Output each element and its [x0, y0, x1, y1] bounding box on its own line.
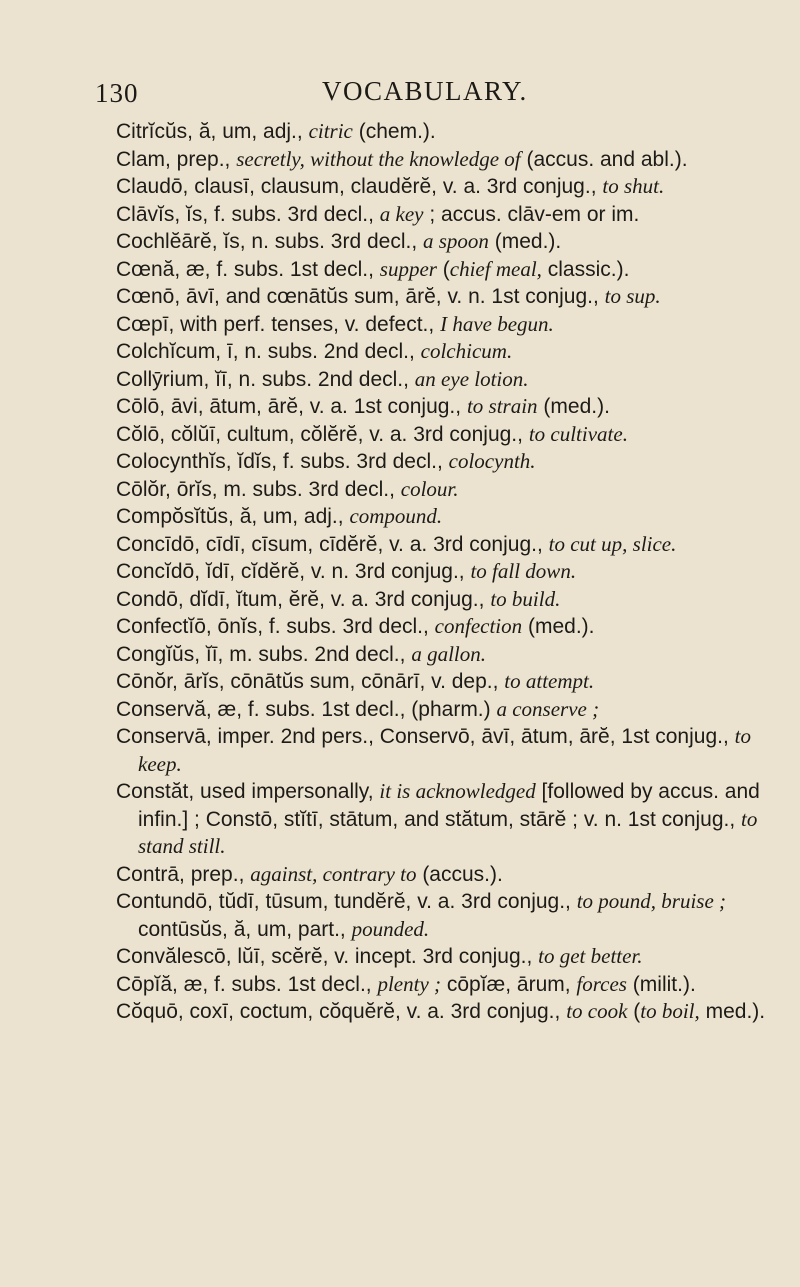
- vocabulary-entry: [116, 943, 788, 971]
- vocabulary-entry: [116, 311, 788, 339]
- entry-note: cōpĭæ, ārum,: [441, 972, 577, 996]
- vocabulary-entry: [116, 338, 788, 366]
- entry-meaning: to build.: [490, 586, 561, 611]
- entry-headword: Cōlō, āvi, ātum, ārĕ, v. a. 1st conjug.,: [116, 395, 467, 418]
- entry-headword: Claudō, clausī, clausum, claudĕrĕ, v. a. 3rd conjug.,: [116, 175, 603, 198]
- entry-headword: Cœpī, with perf. tenses, v. defect.,: [116, 312, 441, 336]
- entry-meaning: forces: [576, 971, 627, 996]
- entry-note: (: [436, 257, 450, 281]
- vocabulary-entry: [116, 118, 788, 146]
- vocabulary-entry: [116, 723, 788, 778]
- vocabulary-entry: [116, 228, 788, 256]
- vocabulary-entry: [116, 531, 788, 559]
- page-number: 130: [95, 78, 139, 108]
- entry-meaning: supper: [379, 256, 437, 281]
- entry-meaning: a spoon: [422, 229, 489, 253]
- entry-meaning: to shut.: [602, 174, 665, 198]
- entry-meaning: to cultivate.: [528, 421, 628, 446]
- vocabulary-entry: [116, 173, 788, 201]
- entry-headword: Conservā, imper. 2nd pers., Conservō, āvī, ātum, ārĕ, 1st conjug.,: [116, 725, 735, 748]
- vocabulary-entry: [116, 366, 788, 394]
- entry-note: (accus. and abl.).: [520, 147, 688, 171]
- entry-meaning: colocynth.: [448, 449, 536, 473]
- entry-headword: Collȳrium, ĭī, n. subs. 2nd decl.,: [116, 367, 415, 391]
- vocabulary-list: [116, 118, 788, 1026]
- entry-headword: Constăt, used impersonally,: [116, 780, 380, 803]
- entry-meaning: colour.: [400, 476, 459, 501]
- entry-note: (accus.).: [416, 862, 503, 886]
- vocabulary-entry: [116, 586, 788, 614]
- vocabulary-entry: [116, 283, 788, 311]
- entry-headword: Clam, prep.,: [116, 147, 237, 171]
- entry-headword: Concīdō, cīdī, cīsum, cīdĕrĕ, v. a. 3rd conjug.,: [116, 532, 549, 556]
- vocabulary-entry: [116, 146, 788, 174]
- entry-headword: Citrĭcŭs, ă, um, adj.,: [116, 120, 309, 143]
- entry-meaning: to keep.: [138, 724, 751, 776]
- entry-note: (med.).: [522, 615, 595, 638]
- vocabulary-entry: [116, 696, 788, 724]
- entry-note: med.).: [699, 1000, 766, 1023]
- entry-headword: Cōpĭă, æ, f. subs. 1st decl.,: [116, 972, 378, 996]
- entry-headword: Cŏlō, cŏlŭī, cultum, cŏlĕrĕ, v. a. 3rd conjug.,: [116, 422, 529, 446]
- entry-headword: Convălescō, lŭī, scĕrĕ, v. incept. 3rd conjug.,: [116, 945, 539, 968]
- entry-meaning: to sup.: [604, 284, 661, 308]
- entry-meaning: pounded.: [351, 916, 430, 941]
- entry-meaning: colchicum.: [420, 339, 513, 363]
- entry-headword: Colchĭcum, ī, n. subs. 2nd decl.,: [116, 340, 421, 363]
- entry-meaning: a key: [379, 201, 424, 226]
- entry-headword: Cōnŏr, ārĭs, cōnātŭs sum, cōnārī, v. dep.,: [116, 670, 505, 693]
- entry-note: (: [627, 1000, 641, 1023]
- entry-meaning: an eye lotion.: [414, 366, 529, 391]
- running-head: VOCABULARY.: [322, 76, 528, 106]
- vocabulary-entry: [116, 861, 788, 889]
- vocabulary-entry: [116, 998, 788, 1026]
- entry-meaning: it is acknowledged: [379, 779, 536, 803]
- entry-headword: Contrā, prep.,: [116, 862, 251, 886]
- entry-note: (milit.).: [626, 972, 696, 996]
- entry-meaning: a conserve ;: [496, 696, 600, 721]
- entry-note: contūsŭs, ă, um, part.,: [138, 917, 352, 941]
- vocabulary-entry: [116, 256, 788, 284]
- entry-meaning: against, contrary to: [250, 861, 417, 886]
- entry-note: (med.).: [488, 230, 562, 253]
- vocabulary-entry: [116, 641, 788, 669]
- vocabulary-entry: [116, 201, 788, 229]
- entry-meaning: to fall down.: [470, 559, 577, 583]
- vocabulary-entry: [116, 448, 788, 476]
- entry-headword: Cœnă, æ, f. subs. 1st decl.,: [116, 257, 380, 281]
- entry-headword: Condō, dĭdī, ĭtum, ĕrĕ, v. a. 3rd conjug.,: [116, 587, 491, 611]
- vocabulary-entry: [116, 476, 788, 504]
- vocabulary-entry: [116, 393, 788, 421]
- entry-headword: Compŏsĭtŭs, ă, um, adj.,: [116, 505, 350, 528]
- entry-meaning: to attempt.: [504, 669, 595, 693]
- vocabulary-entry: [116, 421, 788, 449]
- entry-headword: Colocynthĭs, ĭdĭs, f. subs. 3rd decl.,: [116, 450, 449, 473]
- entry-meaning: compound.: [349, 504, 443, 528]
- entry-meaning: a gallon.: [411, 641, 486, 666]
- entry-meaning: to stand still.: [138, 806, 758, 858]
- vocabulary-entry: [116, 888, 788, 943]
- entry-note: [followed by accus. and infin.] ; Constō, stĭtī, stātum, and stătum, stārĕ ; v. n. 1st conjug.,: [138, 780, 760, 831]
- entry-meaning: chief meal,: [449, 256, 542, 281]
- entry-note: (chem.).: [352, 120, 436, 143]
- entry-headword: Cœnō, āvī, and cœnātŭs sum, ārĕ, v. n. 1st conjug.,: [116, 285, 605, 308]
- vocabulary-entry: [116, 503, 788, 531]
- entry-note: classic.).: [541, 257, 630, 281]
- vocabulary-entry: [116, 971, 788, 999]
- entry-meaning: citric: [308, 119, 353, 143]
- vocabulary-entry: [116, 778, 788, 861]
- vocabulary-entry: [116, 668, 788, 696]
- entry-meaning: to pound, bruise ;: [576, 889, 727, 913]
- entry-headword: Congĭŭs, ĭī, m. subs. 2nd decl.,: [116, 642, 412, 666]
- entry-note: ; accus. clāv-em or im.: [423, 202, 640, 226]
- entry-headword: Clāvĭs, ĭs, f. subs. 3rd decl.,: [116, 202, 380, 226]
- entry-meaning: secretly, without the knowledge of: [236, 146, 521, 171]
- entry-headword: Cōlŏr, ōrĭs, m. subs. 3rd decl.,: [116, 477, 401, 501]
- entry-meaning: plenty ;: [377, 971, 442, 996]
- entry-headword: Cochlĕārĕ, ĭs, n. subs. 3rd decl.,: [116, 230, 423, 253]
- entry-headword: Concĭdō, ĭdī, cĭdĕrĕ, v. n. 3rd conjug.,: [116, 560, 471, 583]
- entry-headword: Cŏquō, coxī, coctum, cŏquĕrĕ, v. a. 3rd conjug.,: [116, 1000, 567, 1023]
- entry-meaning: I have begun.: [440, 311, 554, 336]
- entry-meaning: to cook: [566, 999, 628, 1023]
- entry-meaning: to boil,: [640, 999, 700, 1023]
- entry-headword: Contundō, tŭdī, tūsum, tundĕrĕ, v. a. 3rd conjug.,: [116, 890, 577, 913]
- entry-headword: Confectĭō, ōnĭs, f. subs. 3rd decl.,: [116, 615, 435, 638]
- entry-meaning: to get better.: [538, 944, 643, 968]
- entry-meaning: confection: [434, 614, 523, 638]
- vocabulary-entry: [116, 558, 788, 586]
- entry-headword: Conservă, æ, f. subs. 1st decl., (pharm.): [116, 697, 497, 721]
- entry-note: (med.).: [537, 395, 610, 418]
- entry-meaning: to cut up, slice.: [548, 531, 677, 556]
- vocabulary-entry: [116, 613, 788, 641]
- entry-meaning: to strain: [466, 394, 538, 418]
